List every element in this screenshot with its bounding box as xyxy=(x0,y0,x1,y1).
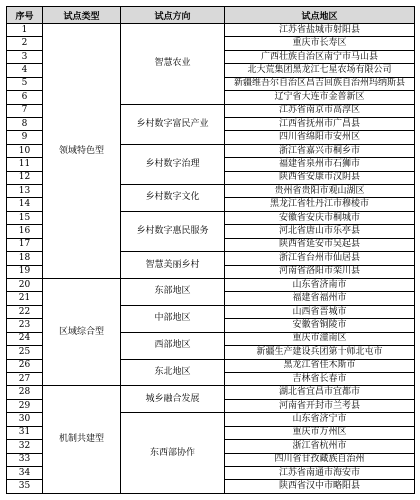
row-number: 8 xyxy=(7,117,43,130)
row-number: 4 xyxy=(7,64,43,77)
table-row xyxy=(7,24,415,37)
row-number: 2 xyxy=(7,37,43,50)
row-number: 16 xyxy=(7,225,43,238)
pilot-region-cell: 江苏省盐城市射阳县 xyxy=(225,24,415,37)
row-number: 15 xyxy=(7,211,43,224)
row-number: 28 xyxy=(7,386,43,399)
pilot-region-cell: 新疆维吾尔自治区昌吉回族自治州玛纳斯县 xyxy=(225,77,415,90)
row-number: 22 xyxy=(7,305,43,318)
row-number: 13 xyxy=(7,185,43,198)
pilot-region-cell: 广西壮族自治区南宁市马山县 xyxy=(225,50,415,63)
table-container xyxy=(6,6,414,494)
pilot-direction-cell: 乡村数字富民产业 xyxy=(121,104,225,144)
pilot-region-cell: 重庆市潼南区 xyxy=(225,332,415,345)
pilot-region-cell: 福建省泉州市石狮市 xyxy=(225,158,415,171)
pilot-region-cell: 黑龙江省佳木斯市 xyxy=(225,359,415,372)
row-number: 12 xyxy=(7,171,43,184)
row-number: 9 xyxy=(7,131,43,144)
pilot-direction-cell: 东部地区 xyxy=(121,279,225,306)
row-number: 11 xyxy=(7,158,43,171)
pilot-region-cell: 福建省福州市 xyxy=(225,292,415,305)
pilot-region-cell: 贵州省贵阳市观山湖区 xyxy=(225,185,415,198)
pilot-region-cell: 河北省唐山市乐亭县 xyxy=(225,225,415,238)
pilot-region-cell: 浙江省台州市仙居县 xyxy=(225,252,415,265)
pilot-region-cell: 山东省济宁市 xyxy=(225,413,415,426)
row-number: 30 xyxy=(7,413,43,426)
pilot-direction-cell: 城乡融合发展 xyxy=(121,386,225,413)
pilot-region-cell: 山东省济南市 xyxy=(225,279,415,292)
row-number: 26 xyxy=(7,359,43,372)
pilot-region-cell: 安徽省安庆市桐城市 xyxy=(225,211,415,224)
table-row xyxy=(7,386,415,399)
pilot-region-cell: 重庆市万州区 xyxy=(225,426,415,439)
row-number: 29 xyxy=(7,399,43,412)
pilot-region-cell: 江苏省南京市高淳区 xyxy=(225,104,415,117)
header-num: 序号 xyxy=(7,7,43,24)
pilot-direction-cell: 智慧美丽乡村 xyxy=(121,252,225,279)
pilot-table xyxy=(6,6,415,494)
row-number: 35 xyxy=(7,480,43,494)
pilot-region-cell: 吉林省长春市 xyxy=(225,372,415,385)
row-number: 6 xyxy=(7,91,43,104)
row-number: 21 xyxy=(7,292,43,305)
header-row xyxy=(7,7,415,24)
pilot-direction-cell: 中部地区 xyxy=(121,305,225,332)
row-number: 14 xyxy=(7,198,43,211)
pilot-region-cell: 江西省抚州市广昌县 xyxy=(225,117,415,130)
pilot-region-cell: 四川省甘孜藏族自治州 xyxy=(225,453,415,466)
row-number: 31 xyxy=(7,426,43,439)
row-number: 25 xyxy=(7,346,43,359)
row-number: 7 xyxy=(7,104,43,117)
pilot-direction-cell: 智慧农业 xyxy=(121,24,225,105)
pilot-region-cell: 河南省洛阳市栾川县 xyxy=(225,265,415,278)
header-region: 试点地区 xyxy=(225,7,415,24)
row-number: 32 xyxy=(7,440,43,453)
row-number: 34 xyxy=(7,466,43,479)
row-number: 20 xyxy=(7,279,43,292)
pilot-direction-cell: 西部地区 xyxy=(121,332,225,359)
pilot-region-cell: 河南省开封市兰考县 xyxy=(225,399,415,412)
row-number: 3 xyxy=(7,50,43,63)
pilot-direction-cell: 乡村数字文化 xyxy=(121,185,225,212)
row-number: 1 xyxy=(7,24,43,37)
pilot-region-cell: 黑龙江省牡丹江市穆棱市 xyxy=(225,198,415,211)
pilot-region-cell: 辽宁省大连市金普新区 xyxy=(225,91,415,104)
pilot-region-cell: 安徽省铜陵市 xyxy=(225,319,415,332)
pilot-region-cell: 陕西省汉中市略阳县 xyxy=(225,480,415,494)
pilot-region-cell: 湖北省宜昌市宜都市 xyxy=(225,386,415,399)
row-number: 19 xyxy=(7,265,43,278)
pilot-direction-cell: 东北地区 xyxy=(121,359,225,386)
pilot-region-cell: 江苏省南通市海安市 xyxy=(225,466,415,479)
row-number: 17 xyxy=(7,238,43,251)
pilot-direction-cell: 乡村数字治理 xyxy=(121,144,225,184)
pilot-type-cell: 机制共建型 xyxy=(43,386,121,494)
pilot-type-cell: 领域特色型 xyxy=(43,24,121,279)
pilot-type-cell: 区域综合型 xyxy=(43,279,121,386)
row-number: 10 xyxy=(7,144,43,157)
header-direction: 试点方向 xyxy=(121,7,225,24)
pilot-region-cell: 四川省绵阳市安州区 xyxy=(225,131,415,144)
table-row xyxy=(7,279,415,292)
pilot-region-cell: 陕西省延安市吴起县 xyxy=(225,238,415,251)
row-number: 18 xyxy=(7,252,43,265)
pilot-region-cell: 陕西省安康市汉阴县 xyxy=(225,171,415,184)
header-type: 试点类型 xyxy=(43,7,121,24)
pilot-direction-cell: 东西部协作 xyxy=(121,413,225,494)
pilot-region-cell: 浙江省嘉兴市桐乡市 xyxy=(225,144,415,157)
row-number: 27 xyxy=(7,372,43,385)
pilot-region-cell: 新疆生产建设兵团第十师北屯市 xyxy=(225,346,415,359)
row-number: 24 xyxy=(7,332,43,345)
pilot-direction-cell: 乡村数字惠民服务 xyxy=(121,211,225,251)
pilot-region-cell: 北大荒集团黑龙江七星农场有限公司 xyxy=(225,64,415,77)
row-number: 5 xyxy=(7,77,43,90)
pilot-region-cell: 山西省晋城市 xyxy=(225,305,415,318)
row-number: 23 xyxy=(7,319,43,332)
row-number: 33 xyxy=(7,453,43,466)
pilot-region-cell: 浙江省杭州市 xyxy=(225,440,415,453)
pilot-region-cell: 重庆市长寿区 xyxy=(225,37,415,50)
